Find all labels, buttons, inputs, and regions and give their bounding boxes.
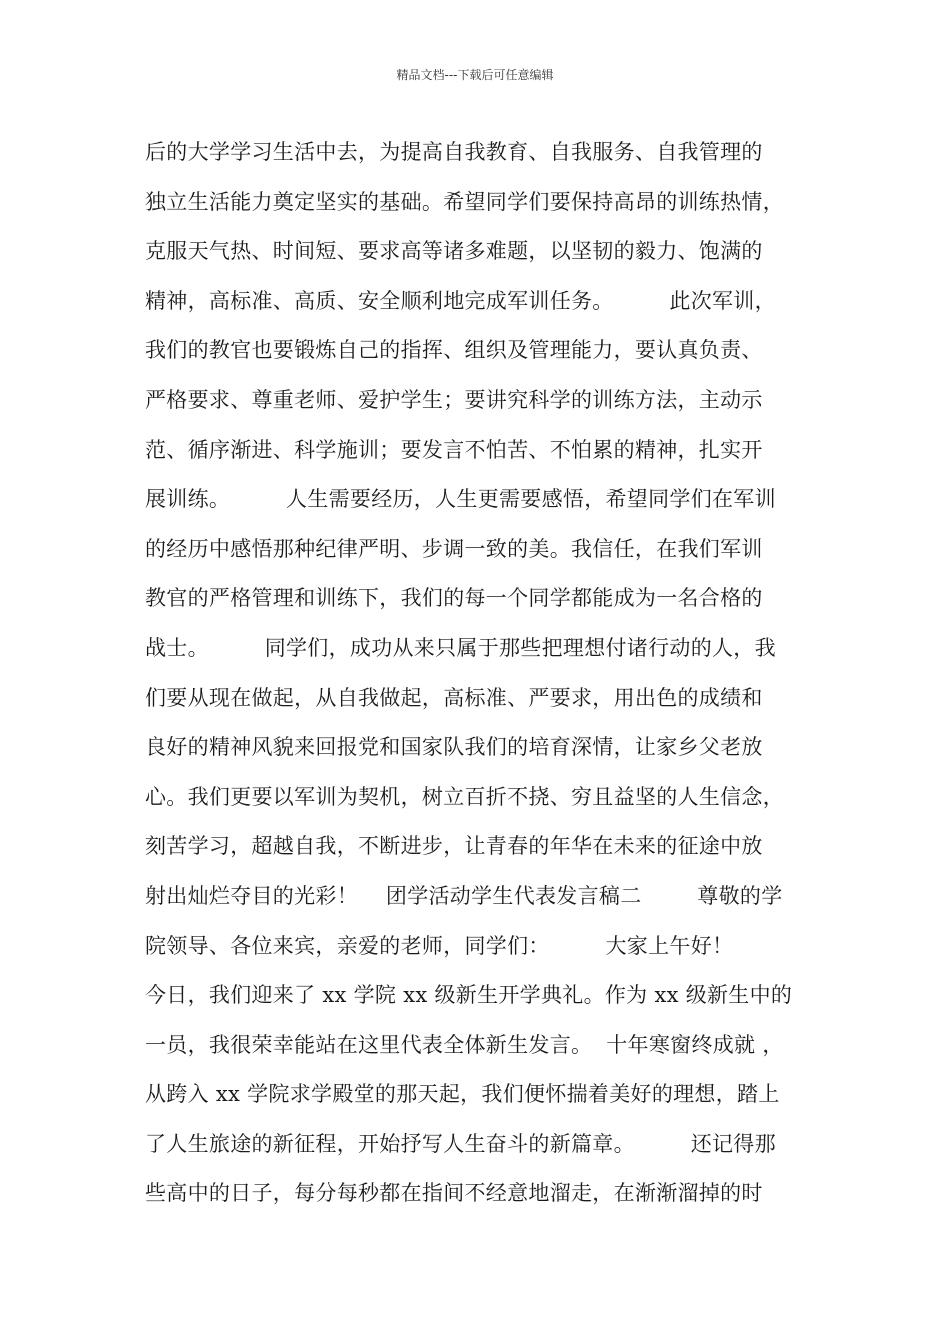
text-line: 们要从现在做起，从自我做起，高标准、严要求，用出色的成绩和 [145, 685, 763, 710]
text-line: 的经历中感悟那种纪律严明、步调一致的美。我信任，在我们军训 [145, 536, 763, 561]
text-line: 战士。 同学们，成功从来只属于那些把理想付诸行动的人，我 [145, 635, 776, 660]
text-line: 良好的精神风貌来回报党和国家队我们的培育深情，让家乡父老放 [145, 735, 763, 760]
text-line: 我们的教官也要锻炼自己的指挥、组织及管理能力，要认真负责、 [145, 338, 763, 363]
text-line: 精神，高标准、高质、安全顺利地完成军训任务。 此次军训， [145, 288, 776, 313]
text-line: 独立生活能力奠定坚实的基础。希望同学们要保持高昂的训练热情， [145, 189, 784, 214]
page-header: 精品文档---下载后可任意编辑 [396, 68, 554, 82]
text-line: 后的大学学习生活中去，为提高自我教育、自我服务、自我管理的 [145, 140, 763, 164]
text-line: 展训练。 人生需要经历，人生更需要感悟，希望同学们在军训 [145, 487, 776, 512]
text-line: 范、循序渐进、科学施训；要发言不怕苦、不怕累的精神，扎实开 [145, 437, 763, 462]
text-line: 一员，我很荣幸能站在这里代表全体新生发言。 十年寒窗终成就 ， [145, 1032, 784, 1057]
text-line: 射出灿烂夺目的光彩！ 团学活动学生代表发言稿二 尊敬的学 [145, 883, 783, 908]
text-line: 从跨入 xx 学院求学殿堂的那天起，我们便怀揣着美好的理想，踏上 [145, 1082, 780, 1107]
document-body [145, 130, 825, 1221]
text-line: 了人生旅途的新征程，开始抒写人生奋斗的新篇章。 还记得那 [145, 1131, 776, 1156]
text-line: 教官的严格管理和训练下，我们的每一个同学都能成为一名合格的 [145, 586, 763, 611]
text-line: 心。我们更要以军训为契机，树立百折不挠、穷且益坚的人生信念， [145, 784, 784, 809]
text-line: 刻苦学习，超越自我，不断进步，让青春的年华在未来的征途中放 [145, 834, 763, 859]
text-line: 克服天气热、时间短、要求高等诸多难题，以坚韧的毅力、饱满的 [145, 239, 763, 264]
text-line: 今日，我们迎来了 xx 学院 xx 级新生开学典礼。作为 xx 级新生中的 [145, 983, 793, 1008]
text-line: 严格要求、尊重老师、爱护学生；要讲究科学的训练方法，主动示 [145, 387, 763, 412]
text-line: 院领导、各位来宾，亲爱的老师，同学们： 大家上午好！ [145, 933, 734, 958]
text-line: 些高中的日子，每分每秒都在指间不经意地溜走，在渐渐溜掉的时 [145, 1181, 763, 1206]
